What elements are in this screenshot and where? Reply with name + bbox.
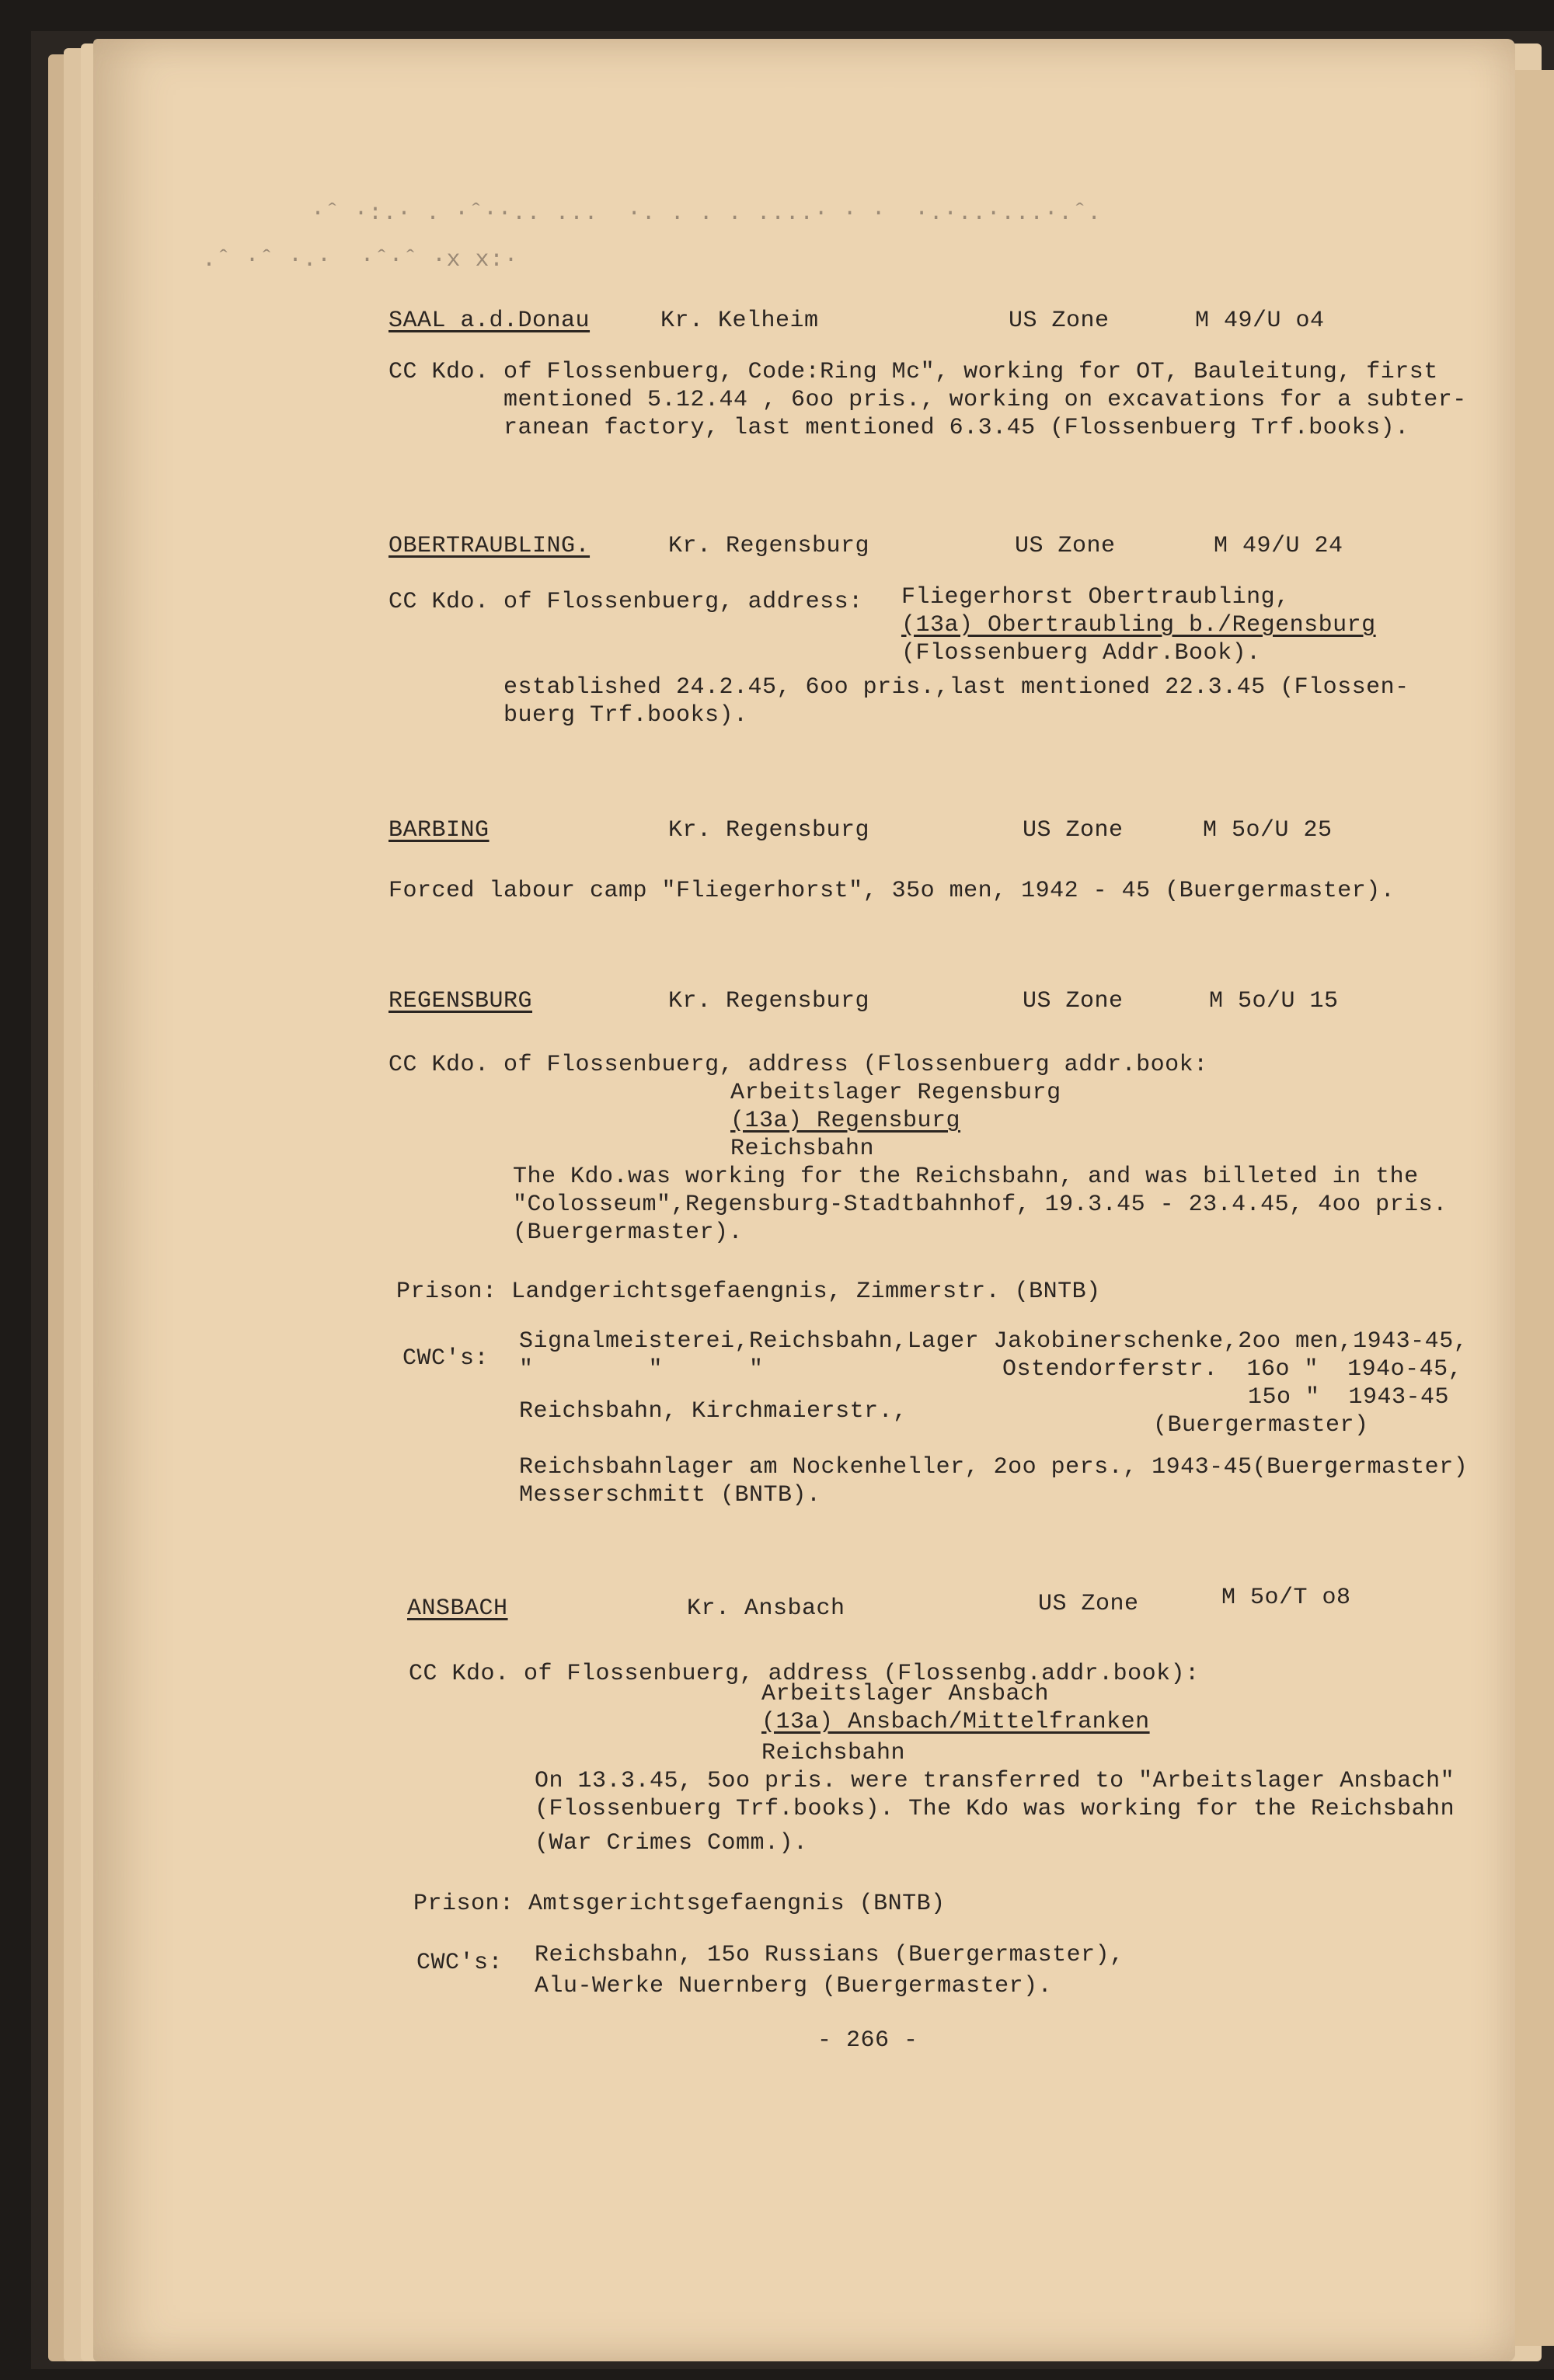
district: Kr. Regensburg [668,988,870,1014]
cwc-line: Reichsbahnlager am Nockenheller, 2oo pers., 1943-45(Buergermaster) [519,1454,1469,1481]
entry-line: buerg Trf.books). [503,702,748,729]
address-line: Arbeitslager Regensburg [730,1080,1061,1106]
place-name: ANSBACH [407,1595,508,1622]
cwc-line: Reichsbahn, Kirchmaierstr., [519,1398,908,1425]
map-code: M 5o/U 25 [1203,817,1333,844]
entry-line: CC Kdo. of Flossenbuerg, Code:Ring Mc", working for OT, Bauleitung, first [388,359,1438,385]
cwc-line: Ostendorferstr. 16o " 194o-45, [1002,1356,1463,1383]
zone: US Zone [1015,533,1116,559]
entry-line: CC Kdo. of Flossenbuerg, address (Flossenbg.addr.book): [409,1661,1200,1687]
next-page-edge [1511,70,1554,2346]
prison-line: Prison: Amtsgerichtsgefaengnis (BNTB) [413,1891,946,1917]
map-code: M 5o/U 15 [1209,988,1339,1014]
entry-line: (Buergermaster). [513,1220,744,1246]
address-line: (13a) Obertraubling b./Regensburg [901,612,1376,638]
address-line: (Flossenbuerg Addr.Book). [901,640,1261,666]
entry-line: On 13.3.45, 5oo pris. were transferred to "Arbeitslager Ansbach" [535,1768,1455,1794]
entry-line: established 24.2.45, 6oo pris.,last mentioned 22.3.45 (Flossen- [503,674,1409,701]
entry-line: mentioned 5.12.44 , 6oo pris., working on excavations for a subter- [503,387,1467,413]
entry-line: CC Kdo. of Flossenbuerg, address: [388,589,863,615]
entry-line: (War Crimes Comm.). [535,1830,808,1856]
district: Kr. Regensburg [668,533,870,559]
address-line: Fliegerhorst Obertraubling, [901,584,1290,611]
map-code: M 49/U o4 [1195,308,1325,334]
zone: US Zone [1009,308,1110,334]
place-name: SAAL a.d.Donau [388,308,591,334]
address-line: Arbeitslager Ansbach [761,1681,1050,1707]
address-line: Reichsbahn [761,1740,906,1766]
entry-line: (Flossenbuerg Trf.books). The Kdo was working for the Reichsbahn [535,1796,1455,1822]
cwc-line: Reichsbahn, 15o Russians (Buergermaster), [535,1942,1124,1968]
header-fragment: ·ˆ ·:.· . ·ˆ··.. ... ·. . . . ....· · · ·.·..·...·.ˆ. [311,200,1102,227]
cwc-label: CWC's: [416,1950,503,1976]
cwc-line: 15o " 1943-45 [1248,1384,1450,1411]
cwc-line: (Buergermaster) [1153,1412,1369,1439]
cwc-line: Alu-Werke Nuernberg (Buergermaster). [535,1973,1053,1999]
address-line: (13a) Ansbach/Mittelfranken [761,1709,1150,1735]
entry-line: CC Kdo. of Flossenbuerg, address (Flossenbuerg addr.book: [388,1052,1208,1078]
zone: US Zone [1023,817,1124,844]
prison-line: Prison: Landgerichtsgefaengnis, Zimmerstr. (BNTB) [396,1279,1101,1305]
address-line: Reichsbahn [730,1136,875,1162]
district: Kr. Regensburg [668,817,870,844]
place-name: OBERTRAUBLING. [388,533,591,559]
page-number: - 266 - [817,2027,918,2054]
district: Kr. Ansbach [687,1595,845,1622]
map-code: M 49/U 24 [1214,533,1343,559]
place-name: BARBING [388,817,490,844]
district: Kr. Kelheim [660,308,819,334]
header-fragment: .ˆ ·ˆ ·.· ·ˆ·ˆ ·x x:· [202,247,519,273]
zone: US Zone [1023,988,1124,1014]
cwc-line: " " " [519,1356,764,1383]
map-code: M 5o/T o8 [1221,1585,1351,1611]
entry-line: "Colosseum",Regensburg-Stadtbahnhof, 19.3.45 - 23.4.45, 4oo pris. [513,1192,1448,1218]
entry-line: Forced labour camp "Fliegerhorst", 35o men, 1942 - 45 (Buergermaster). [388,878,1395,904]
place-name: REGENSBURG [388,988,533,1014]
zone: US Zone [1038,1591,1139,1617]
entry-line: The Kdo.was working for the Reichsbahn, and was billeted in the [513,1164,1419,1190]
cwc-line: Signalmeisterei,Reichsbahn,Lager Jakobinerschenke,2oo men,1943-45, [519,1328,1469,1355]
cwc-line: Messerschmitt (BNTB). [519,1482,821,1508]
entry-line: ranean factory, last mentioned 6.3.45 (Flossenbuerg Trf.books). [503,415,1409,441]
address-line: (13a) Regensburg [730,1108,961,1134]
cwc-label: CWC's: [402,1345,490,1372]
